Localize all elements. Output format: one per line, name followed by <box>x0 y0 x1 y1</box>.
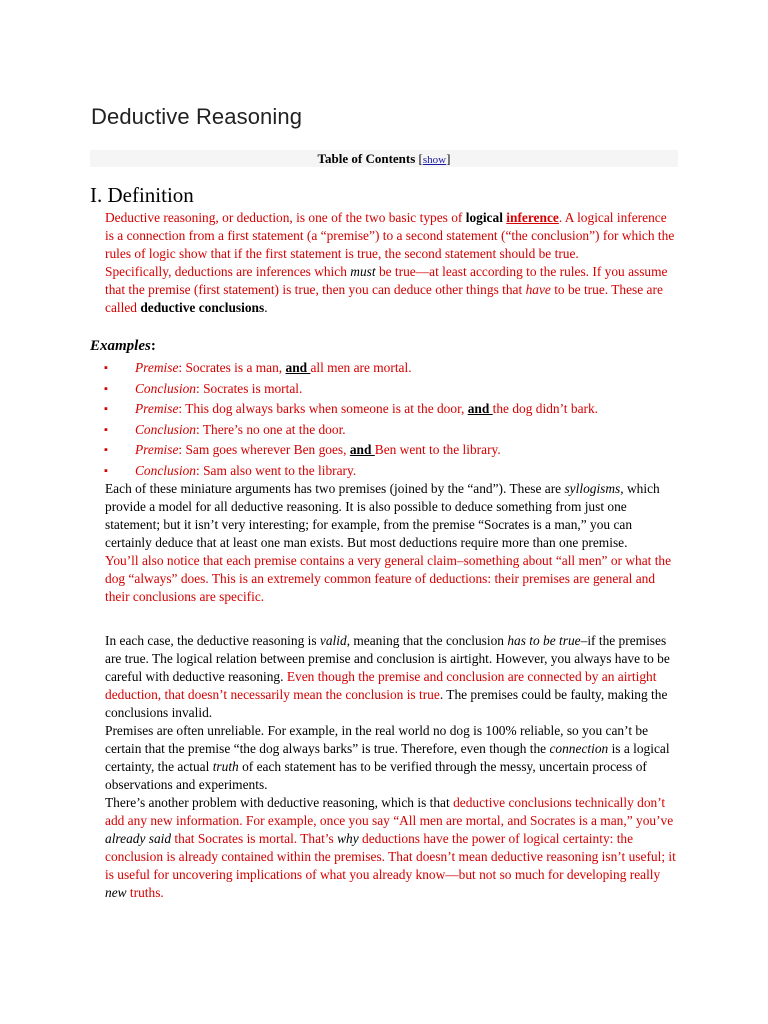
validity-text: In each case, the deductive reasoning is <box>105 633 320 648</box>
why-term: why <box>337 831 359 846</box>
syllogism-paragraph <box>105 480 677 552</box>
specifically-text: Specifically, deductions are inferences which <box>105 264 351 279</box>
truth-term: truth <box>212 759 239 774</box>
example-label: Conclusion <box>135 421 197 437</box>
specifically-text: . <box>264 300 268 315</box>
definition-text: . A logical inference is a connection from a first statement (a “premise”) to a second statement (“the conclusion”) for which the rules of logic show that if the first statement is true, the second statement should be true. <box>105 210 675 261</box>
valid-term: valid <box>319 633 347 648</box>
have-term: have <box>525 282 551 297</box>
new-info-red-text: truths. <box>126 885 164 900</box>
toc-bracket-close: ] <box>446 151 451 166</box>
list-item <box>90 399 678 420</box>
new-info-red-text: deductions have the power of logical certainty: the conclusion is already contained within the premises. That doesn’t mean deductive reasoning isn’t useful; it is useful for uncovering implications of what you already know—but not so much for developing really <box>105 831 676 882</box>
definition-text: Deductive reasoning, or deduction, is one of the two basic types of <box>105 210 466 225</box>
toc-bracket-open: [ <box>418 151 423 166</box>
syllogism-text: , which provide a model for all deductive reasoning. It is also possible to deduce something from just one statement; but it isn’t very interesting; for example, from the premise “Socrates is a man,” you can certainly deduce that at least one man exists. But most deductions require more than one premise. <box>105 481 660 550</box>
table-of-contents <box>90 150 678 167</box>
example-label: Premise <box>135 401 179 416</box>
new-info-red-text: that Socrates is mortal. That’s <box>171 831 338 846</box>
logical-term: logical <box>465 210 503 225</box>
example-text: : Sam goes wherever Ben goes, <box>178 442 350 457</box>
example-text: : Socrates is mortal. <box>196 380 303 396</box>
validity-paragraph <box>105 632 677 722</box>
validity-text: . The premises could be faulty, making the conclusions invalid. <box>105 687 668 720</box>
validity-block <box>105 632 677 902</box>
definition-block <box>105 209 677 317</box>
list-item <box>90 461 678 482</box>
has-to-be-true-term: has to be true <box>507 633 581 648</box>
validity-warning: Even though the premise and conclusion are connected by an airtight deduction, that doesn’t necessarily mean the conclusion is true <box>105 669 657 702</box>
syllogisms-term: syllogisms <box>564 481 621 496</box>
list-item <box>90 420 678 441</box>
deductive-conclusions-term: deductive conclusions <box>140 300 265 315</box>
general-claim-paragraph: You’ll also notice that each premise contains a very general claim–something about “all men” or what the dog “always” does. This is an extremely common feature of deductions: their premises are general and their conclusions are specific. <box>105 553 672 604</box>
example-label: Conclusion <box>135 380 197 396</box>
example-text: all men are mortal. <box>310 360 412 375</box>
list-item <box>90 358 678 379</box>
unreliable-text: of each statement has to be verified through the messy, uncertain process of observations and experiments. <box>105 759 647 792</box>
example-and: and <box>467 401 493 416</box>
explanation-block <box>105 480 677 606</box>
list-item <box>90 379 678 400</box>
bullet-icon: ▪ <box>104 382 108 395</box>
example-label: Premise <box>135 360 179 375</box>
example-text: : Sam also went to the library. <box>196 462 357 478</box>
validity-text: –if the premises are true. The logical relation between premise and conclusion is airtight. However, you always have to be careful with deductive reasoning. <box>105 633 670 684</box>
toc-show-link[interactable]: show <box>422 154 447 166</box>
new-info-text: There’s another problem with deductive reasoning, which is that <box>105 795 454 810</box>
specifically-text: be true—at least according to the rules. If you assume that the premise (first statement) is true, then you can deduce other things that <box>105 264 668 297</box>
new-info-red-text: deductive conclusions technically don’t add any new information. For example, once you say “All men are mortal, and Socrates is a man,” you’ve <box>105 795 674 828</box>
examples-heading <box>90 338 156 355</box>
already-said-term: already said <box>105 831 172 846</box>
bullet-icon: ▪ <box>104 362 108 374</box>
example-text: : There’s no one at the door. <box>196 421 346 437</box>
examples-list <box>90 358 678 481</box>
specifically-paragraph <box>105 263 677 317</box>
bullet-icon: ▪ <box>104 403 108 415</box>
unreliable-premises-paragraph <box>105 722 677 794</box>
list-item <box>90 440 678 461</box>
section-heading-definition: I. Definition <box>90 183 194 207</box>
example-text: Ben went to the library. <box>374 442 501 457</box>
connection-term: connection <box>549 741 609 756</box>
definition-paragraph <box>105 209 677 263</box>
bullet-icon: ▪ <box>104 423 108 436</box>
unreliable-text: Premises are often unreliable. For example, in the real world no dog is 100% reliable, so you can’t be certain that the premise “the dog always barks” is true. Therefore, even though the <box>105 723 649 756</box>
bullet-icon: ▪ <box>104 444 108 456</box>
syllogism-text: Each of these miniature arguments has two premises (joined by the “and”). These are <box>105 481 565 496</box>
unreliable-text: is a logical certainty, the actual <box>105 741 670 774</box>
page-title: Deductive Reasoning <box>91 104 303 129</box>
inference-link[interactable]: inference <box>506 210 559 225</box>
validity-text: , meaning that the conclusion <box>346 633 508 648</box>
examples-heading-text: Examples <box>90 338 151 354</box>
specifically-text: to be true. These are called <box>105 282 663 315</box>
must-term: must <box>350 264 376 279</box>
example-text: the dog didn’t bark. <box>492 401 599 416</box>
example-text: : Socrates is a man, <box>178 360 286 375</box>
new-term: new <box>105 885 127 900</box>
no-new-information-paragraph <box>105 794 677 902</box>
example-text: : This dog always barks when someone is at the door, <box>178 401 468 416</box>
examples-heading-colon: : <box>150 338 156 354</box>
example-label: Conclusion <box>135 462 197 478</box>
example-label: Premise <box>135 442 179 457</box>
bullet-icon: ▪ <box>104 464 108 477</box>
example-and: and <box>285 360 311 375</box>
toc-title: Table of Contents <box>317 151 416 166</box>
example-and: and <box>349 442 375 457</box>
